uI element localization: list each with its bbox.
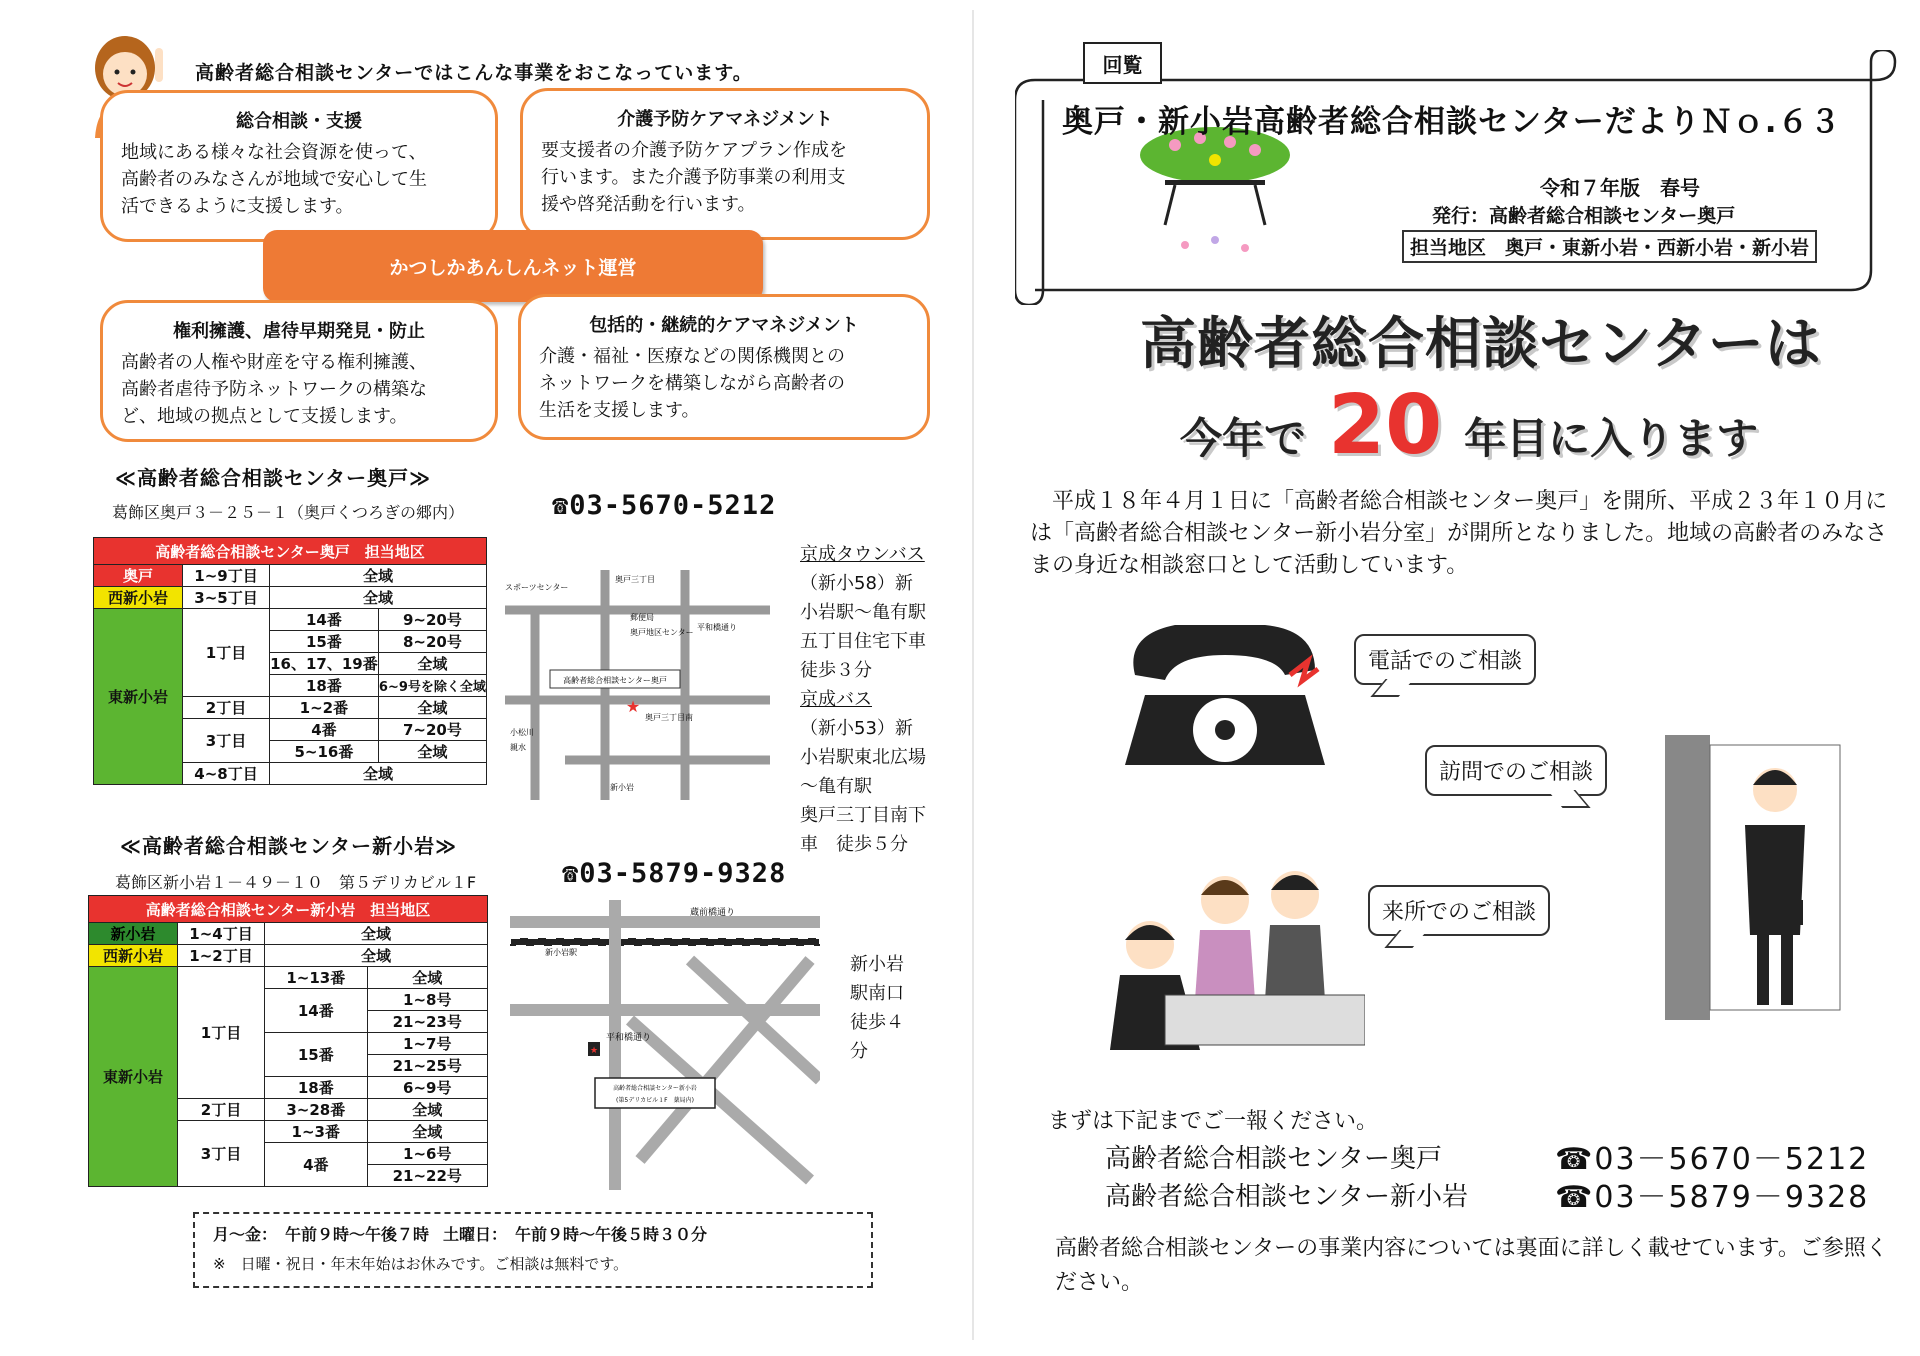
shinkoiwa-area-table: 高齢者総合相談センター新小岩 担当地区 新小岩 1~4丁目 全域 西新小岩 1~2丁目 全域 東新小岩 1丁目 1~13番 全域 14番 1~8号 21~23号 15番 1~7号 21~25号 18番 6~9号 2丁目 3~28番 全域 3丁目 1~3番 全域 4番 1~6号 21~22号 [88, 895, 488, 1187]
holiday-note: ※ 日曜・祝日・年末年始はお休みです。ご相談は無料です。 [213, 1255, 629, 1273]
okudo-transit: 京成タウンバス （新小58）新 小岩駅～亀有駅 五丁目住宅下車 徒歩３分 京成バス （新小53）新 小岩駅東北広場 ～亀有駅 奥戸三丁目南下 車 徒歩５分 [800, 544, 926, 855]
flower-table-icon [1140, 127, 1290, 252]
footer-note: 高齢者総合相談センターの事業内容については裏面に詳しく載せています。ご参照ください。 [1055, 1236, 1888, 1295]
visit-consult-bubble: 訪問でのご相談 [1425, 745, 1607, 796]
okudo-map [505, 570, 770, 800]
svg-text:(第5デリカビル１F 薬局内): (第5デリカビル１F 薬局内) [616, 1097, 694, 1104]
okudo-area-table: 高齢者総合相談センター奥戸 担当地区 奥戸 1~9丁目 全域 西新小岩 3~5丁目 全域 東新小岩 1丁目 14番 9~20号 15番 8~20号 16、17、19番 全域 18番 6~9号を除く全域 2丁目 1~2番 全域 3丁目 4番 7~20号 5~16番 全域 4~8丁目 全域 [93, 537, 487, 785]
svg-text:蔵前橋通り: 蔵前橋通り [690, 908, 736, 918]
history-paragraph: 平成１８年４月１日に「高齢者総合相談センター奥戸」を開所、平成２３年１０月には「高齢者総合相談センター新小岩分室」が開所となりました。地域の高齢者のみなさまの身近な相談窓口として活動しています。 [1030, 489, 1888, 578]
weekday-hours: 月～金： 午前９時～午後７時 [213, 1225, 430, 1244]
okudo-title: ≪高齢者総合相談センター奥戸≫ [115, 466, 432, 490]
svg-text:親水: 親水 [510, 743, 526, 752]
svg-text:奥戸三丁目南: 奥戸三丁目南 [645, 713, 693, 722]
office-consult-bubble: 来所でのご相談 [1368, 885, 1550, 936]
okudo-tel: ☎03-5670-5212 [552, 490, 777, 521]
edition-label: 令和７年版 春号 [1540, 176, 1700, 200]
contact-lead: まずは下記までご一報ください。 [1048, 1109, 1379, 1134]
publisher-label: 発行：高齢者総合相談センター奥戸 [1432, 205, 1736, 227]
anniversary-number: 20 [1328, 378, 1443, 473]
shinkoiwa-tel: ☎03-5879-9328 [562, 858, 787, 889]
service-title: 権利擁護、虐待早期発見・防止 [173, 321, 425, 342]
scroll-banner [1015, 50, 1905, 305]
district-label: 担当地区 奥戸・東新小岩・西新小岩・新小岩 [1402, 230, 1817, 263]
service-continuous-care: 包括的・継続的ケアマネジメント 介護・福祉・医療などの関係機関との ネットワークを構築しながら高齢者の 生活を支援します。 [518, 294, 930, 440]
svg-text:平和橋通り: 平和橋通り [606, 1033, 652, 1043]
saturday-hours: 土曜日： 午前９時～午後５時３０分 [443, 1225, 708, 1244]
contact-name-shinkoiwa: 高齢者総合相談センター新小岩 [1105, 1182, 1468, 1212]
svg-text:新小岩: 新小岩 [610, 783, 634, 792]
svg-text:高齢者総合相談センター新小岩: 高齢者総合相談センター新小岩 [613, 1085, 697, 1092]
office-hours-box [193, 1212, 873, 1288]
contact-tel-okudo: ☎03－5670－5212 [1555, 1142, 1870, 1177]
svg-text:スポーツセンター: スポーツセンター [505, 583, 569, 592]
service-rights-advocacy: 権利擁護、虐待早期発見・防止 高齢者の人権や財産を守る権利擁護、 高齢者虐待予防ネットワークの構築な ど、地域の拠点として支援します。 [100, 300, 498, 442]
svg-text:小松川: 小松川 [510, 728, 534, 737]
svg-text:奥戸三丁目: 奥戸三丁目 [615, 575, 655, 584]
headline-line2: 今年で 20 年目に入ります [1180, 378, 1759, 473]
okudo-map-center-label: 高齢者総合相談センター奥戸 [563, 676, 667, 685]
shinkoiwa-transit: 新小岩 駅南口 徒歩４ 分 [850, 954, 904, 1062]
shinkoiwa-title: ≪高齢者総合相談センター新小岩≫ [120, 834, 458, 858]
service-prevention-care: 介護予防ケアマネジメント 要支援者の介護予防ケアプラン作成を 行います。また介護予防事業の利用支 援や啓発活動を行います。 [520, 88, 930, 240]
office-consultation-icon [1105, 860, 1365, 1070]
contact-tel-shinkoiwa: ☎03－5879－9328 [1555, 1180, 1870, 1215]
shinkoiwa-map [510, 900, 820, 1190]
intro-text: 高齢者総合相談センターではこんな事業をおこなっています。 [195, 62, 753, 84]
svg-text:新小岩駅: 新小岩駅 [545, 948, 577, 957]
service-title: 包括的・継続的ケアマネジメント [589, 315, 859, 336]
contact-name-okudo: 高齢者総合相談センター奥戸 [1105, 1144, 1442, 1174]
telephone-icon [1115, 615, 1345, 785]
okudo-address: 葛飾区奥戸３－２５－１（奥戸くつろぎの郷内） [112, 503, 465, 522]
service-title: 介護予防ケアマネジメント [617, 109, 833, 130]
service-title: 総合相談・支援 [236, 111, 362, 132]
svg-text:平和橋通り: 平和橋通り [697, 623, 737, 632]
door-visitor-icon [1665, 735, 1845, 1020]
map-star-icon: ★ [589, 1046, 599, 1056]
map-star-icon: ★ [625, 697, 641, 716]
network-banner: かつしかあんしんネット運営 [263, 230, 763, 302]
svg-text:奥戸地区センター: 奥戸地区センター [630, 628, 694, 637]
service-general-consult: 総合相談・支援 地域にある様々な社会資源を使って、 高齢者のみなさんが地域で安心して生 活できるように支援します。 [100, 90, 498, 242]
page-fold [972, 10, 974, 1340]
headline-line1: 高齢者総合相談センターは [1140, 312, 1822, 377]
svg-text:郵便局: 郵便局 [630, 613, 654, 622]
circulation-stamp: 回覧 [1083, 42, 1162, 84]
phone-consult-bubble: 電話でのご相談 [1354, 634, 1536, 685]
newsletter-title: 奥戸・新小岩高齢者総合相談センターだよりＮｏ.６３ [1062, 104, 1842, 140]
shinkoiwa-address: 葛飾区新小岩１－４９－１０ 第５デリカビル１F [115, 873, 477, 892]
